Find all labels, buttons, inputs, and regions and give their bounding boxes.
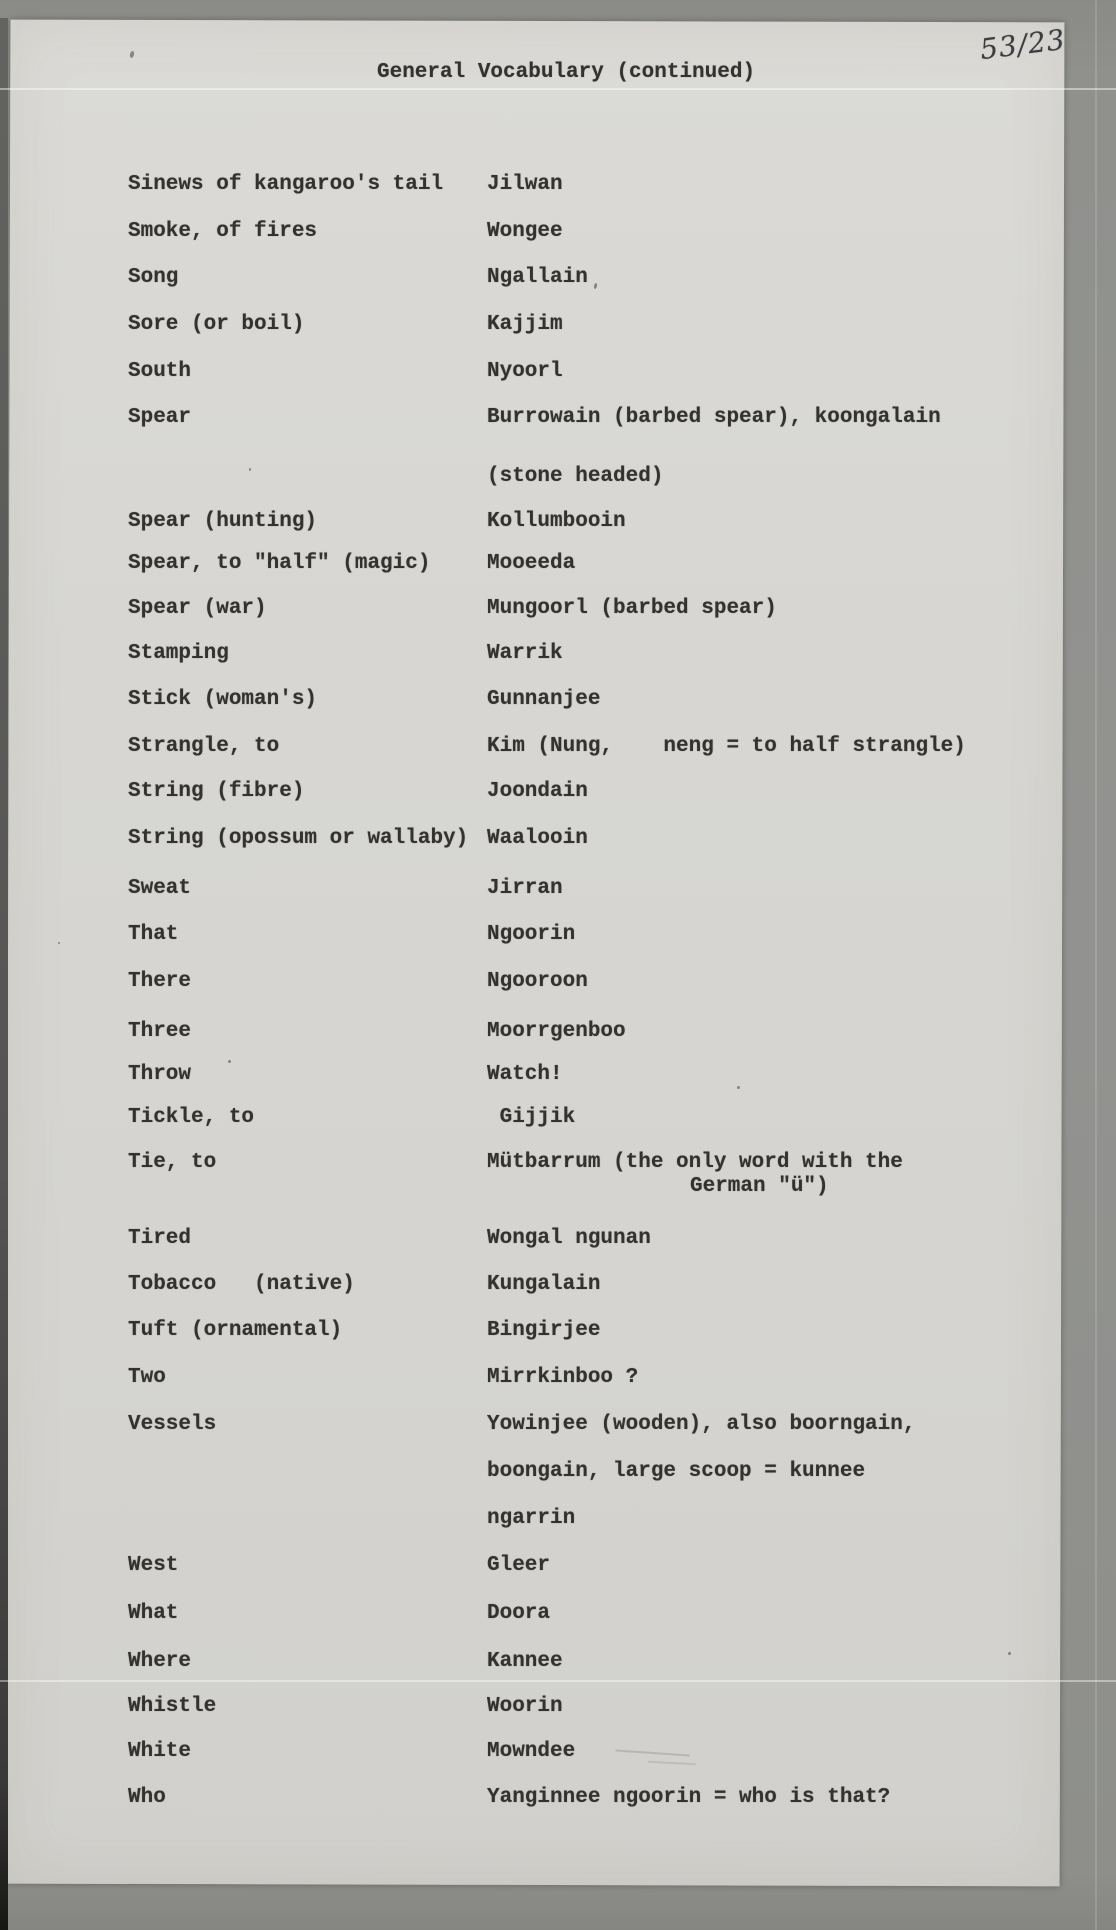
vocab-definition: Kajjim <box>487 313 563 336</box>
vocab-term: Strangle, to <box>128 735 280 758</box>
vocab-row <box>0 1228 1116 1250</box>
vocab-definition: Mütbarrum (the only word with the <box>487 1151 903 1174</box>
vocab-term: Who <box>128 1786 166 1809</box>
vocab-row <box>0 1651 1116 1673</box>
vocab-row <box>0 736 1116 758</box>
vocab-row <box>0 553 1116 575</box>
vocab-row <box>0 1152 1116 1174</box>
vocab-definition: Waalooin <box>487 827 588 850</box>
vocab-definition: Warrik <box>487 642 563 665</box>
vocab-definition: Ngallain <box>487 266 588 289</box>
vocab-term: Stick (woman's) <box>128 688 318 711</box>
vocab-term: String (fibre) <box>128 780 305 803</box>
vocab-term: Stamping <box>128 642 229 665</box>
vocab-row <box>0 1107 1116 1129</box>
vocab-term: South <box>128 360 192 383</box>
vocab-term: Vessels <box>128 1413 217 1436</box>
vocab-row <box>0 407 1116 429</box>
vocab-definition: Ngooroon <box>487 970 588 993</box>
vocab-row <box>0 828 1116 850</box>
vocab-row <box>0 221 1116 243</box>
vocab-definition: Ngoorin <box>487 923 576 946</box>
vocab-definition: Kannee <box>487 1650 563 1673</box>
vocab-row <box>0 1787 1116 1809</box>
vocab-definition: Kollumbooin <box>487 510 626 533</box>
vocab-term: Spear <box>128 406 192 429</box>
vocab-term: Where <box>128 1650 192 1673</box>
vocab-definition: Bingirjee <box>487 1319 601 1342</box>
vocab-definition: Mooeeda <box>487 552 576 575</box>
vocab-term: Tuft (ornamental) <box>128 1319 343 1342</box>
vocab-term: Smoke, of fires <box>128 220 318 243</box>
vocab-row <box>0 1555 1116 1577</box>
vocab-row <box>0 174 1116 196</box>
vocab-definition: Gunnanjee <box>487 688 601 711</box>
vocab-definition: (stone headed) <box>487 465 664 488</box>
vocab-term: Sweat <box>128 877 192 900</box>
vocab-term: Spear (war) <box>128 597 267 620</box>
vocab-definition: Watch! <box>487 1063 563 1086</box>
vocab-definition: Mirrkinboo ? <box>487 1366 639 1389</box>
vocab-row <box>0 1320 1116 1342</box>
vocab-row <box>0 1603 1116 1625</box>
vocab-definition: Nyoorl <box>487 360 563 383</box>
vocab-term: Tobacco (native) <box>128 1273 355 1296</box>
vocab-term: There <box>128 970 192 993</box>
vocab-definition: Doora <box>487 1602 551 1625</box>
vocab-definition: German "ü") <box>690 1175 829 1198</box>
vocab-term: Sore (or boil) <box>128 313 305 336</box>
vocab-definition: Mungoorl (barbed spear) <box>487 597 777 620</box>
page-title: General Vocabulary (continued) <box>377 61 756 84</box>
vocab-definition: boongain, large scoop = kunnee <box>487 1460 866 1483</box>
vocab-row <box>0 1176 1116 1198</box>
vocab-definition: Moorrgenboo <box>487 1020 626 1043</box>
vocab-term: White <box>128 1740 192 1763</box>
vocab-definition: Gleer <box>487 1554 551 1577</box>
vocab-row <box>0 361 1116 383</box>
vocab-row <box>0 924 1116 946</box>
vocab-term: Tie, to <box>128 1151 217 1174</box>
vocab-term: String (opossum or wallaby) <box>128 827 469 850</box>
vocab-definition: Jilwan <box>487 173 563 196</box>
vocab-row <box>0 466 1116 488</box>
vocab-term: Sinews of kangaroo's tail <box>128 173 444 196</box>
vocab-row <box>0 689 1116 711</box>
vocab-term: That <box>128 923 179 946</box>
vocab-term: West <box>128 1554 179 1577</box>
vocab-definition: Wongal ngunan <box>487 1227 651 1250</box>
vocab-row <box>0 267 1116 289</box>
vocab-row <box>0 643 1116 665</box>
vocab-term: Two <box>128 1366 166 1389</box>
vocab-row <box>0 971 1116 993</box>
vocab-row <box>0 1064 1116 1086</box>
vocab-term: What <box>128 1602 179 1625</box>
vocab-row <box>0 314 1116 336</box>
vocab-term: Tired <box>128 1227 192 1250</box>
vocab-row <box>0 1414 1116 1436</box>
page-number-handwritten: 53/23 <box>978 22 1068 67</box>
vocab-row <box>0 1021 1116 1043</box>
vocab-term: Song <box>128 266 179 289</box>
vocab-definition: Yanginnee ngoorin = who is that? <box>487 1786 891 1809</box>
vocab-row <box>0 1274 1116 1296</box>
vocab-row <box>0 1696 1116 1718</box>
vocab-definition: Wongee <box>487 220 563 243</box>
vocab-term: Tickle, to <box>128 1106 255 1129</box>
vocab-term: Spear (hunting) <box>128 510 318 533</box>
vocab-row <box>0 1508 1116 1530</box>
vocab-definition: Gijjik <box>487 1106 576 1129</box>
vocab-definition: Woorin <box>487 1695 563 1718</box>
vocab-row <box>0 511 1116 533</box>
vocab-definition: ngarrin <box>487 1507 576 1530</box>
vocab-row <box>0 1461 1116 1483</box>
vocab-row <box>0 878 1116 900</box>
vocab-term: Spear, to "half" (magic) <box>128 552 431 575</box>
vocab-row <box>0 1741 1116 1763</box>
vocab-row <box>0 598 1116 620</box>
vocab-term: Three <box>128 1020 192 1043</box>
vocab-definition: Kungalain <box>487 1273 601 1296</box>
vocab-definition: Joondain <box>487 780 588 803</box>
vocab-definition: Kim (Nung, neng = to half strangle) <box>487 735 966 758</box>
vocab-definition: Mowndee <box>487 1740 576 1763</box>
vocab-definition: Jirran <box>487 877 563 900</box>
vocab-term: Whistle <box>128 1695 217 1718</box>
vocab-row <box>0 1367 1116 1389</box>
vocab-definition: Burrowain (barbed spear), koongalain <box>487 406 941 429</box>
vocab-definition: Yowinjee (wooden), also boorngain, <box>487 1413 916 1436</box>
vocab-term: Throw <box>128 1063 192 1086</box>
vocab-row <box>0 781 1116 803</box>
